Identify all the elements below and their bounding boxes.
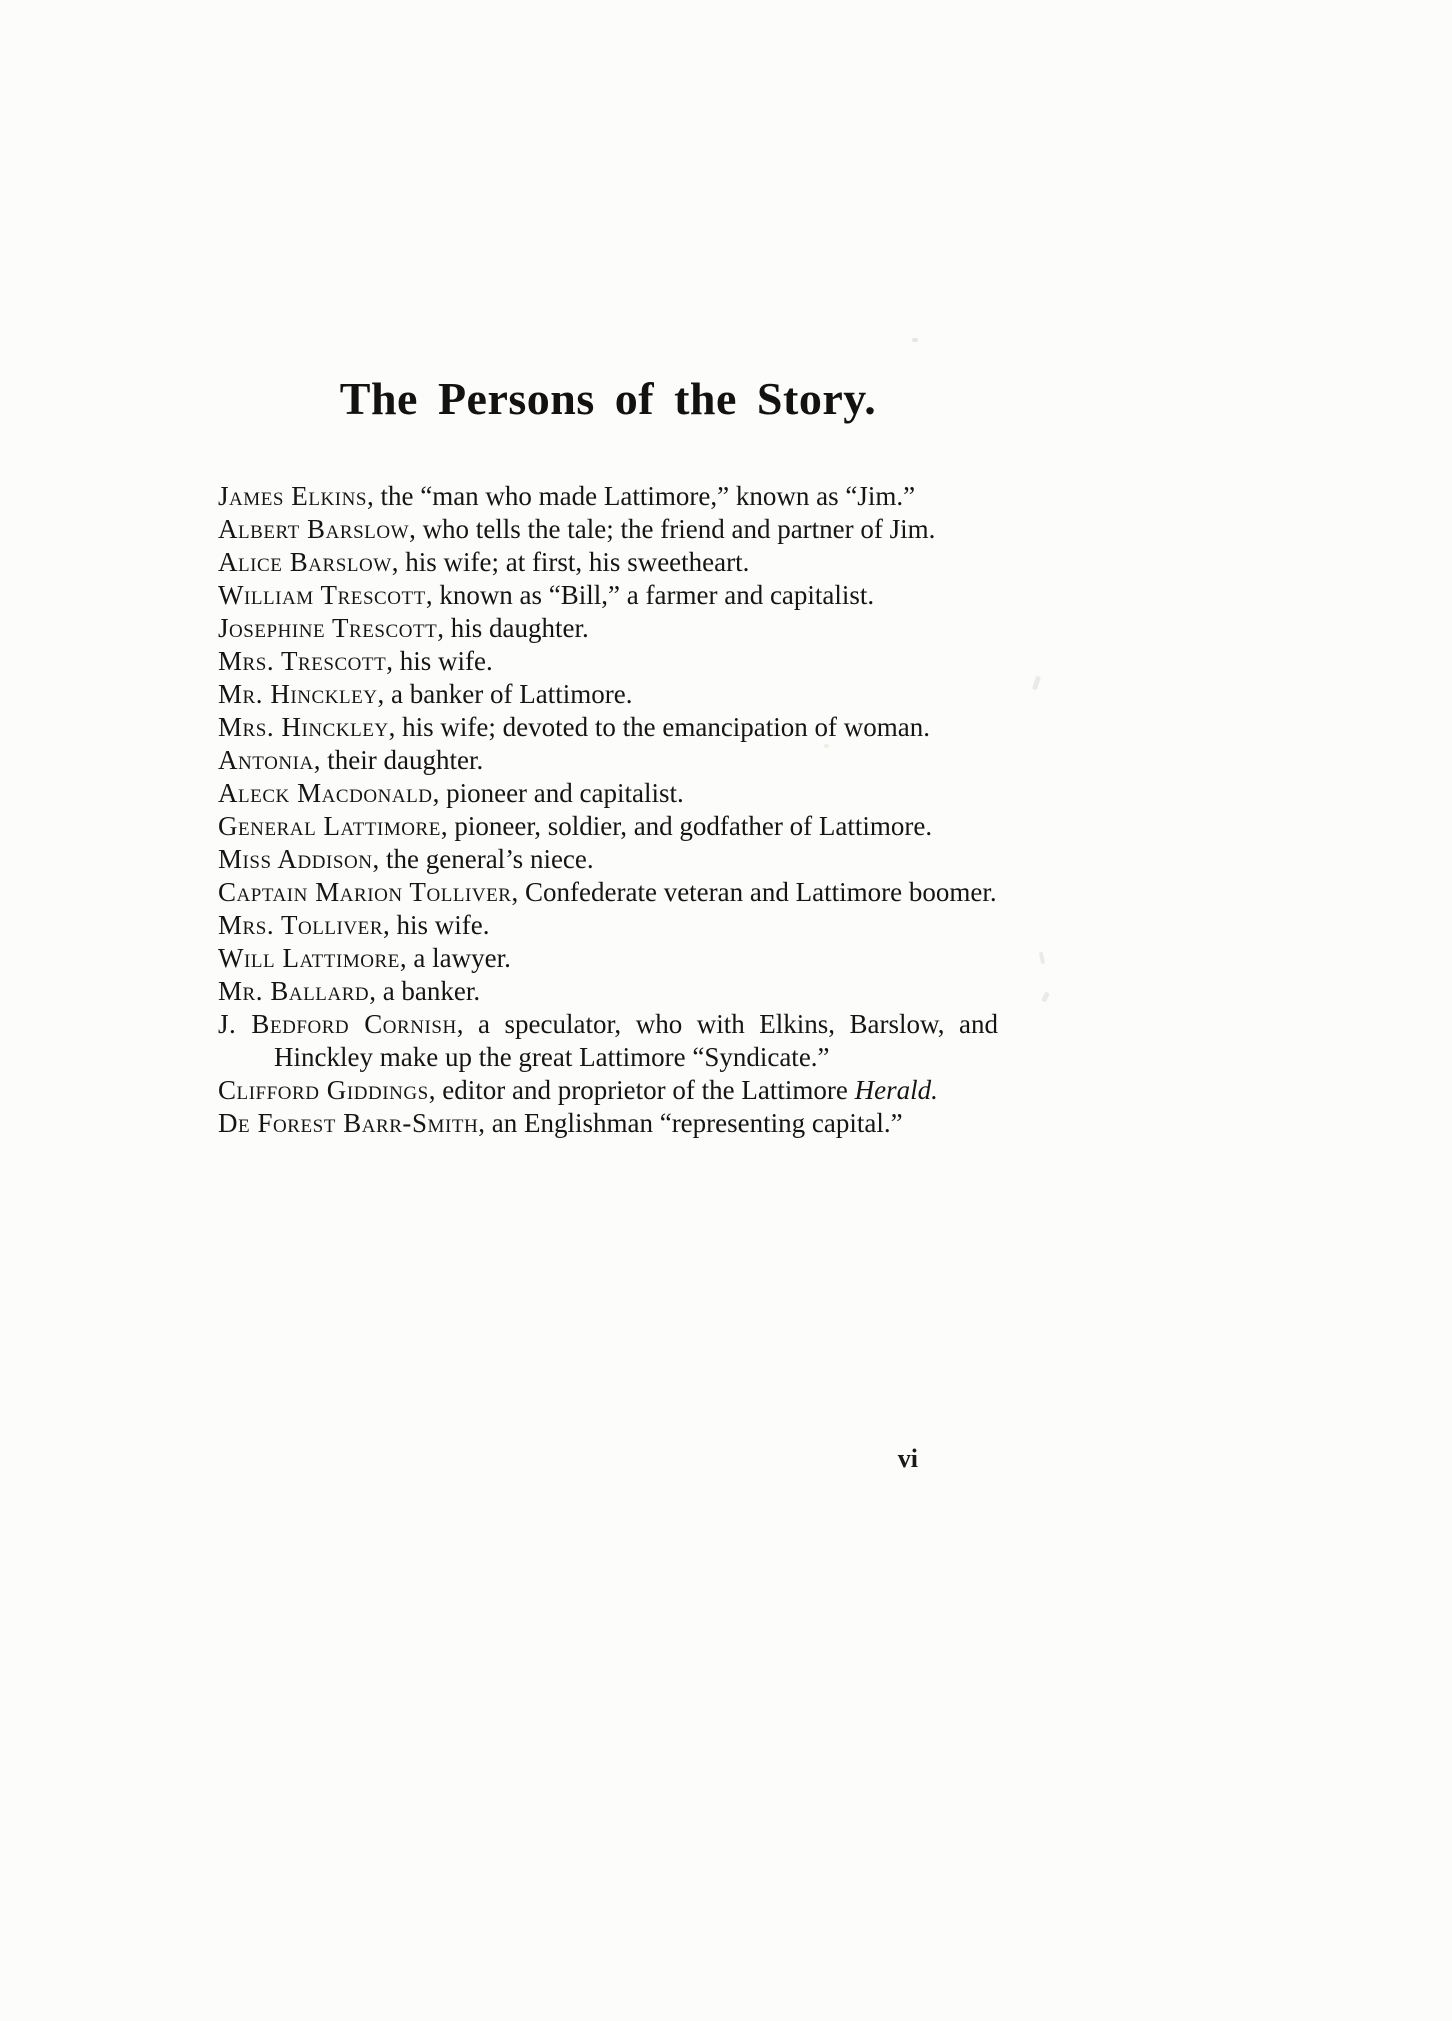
- character-entry: [218, 1008, 998, 1074]
- character-name: De Forest Barr-Smith: [218, 1108, 479, 1138]
- entry-text: , pioneer, soldier, and godfather of Lattimore.: [440, 811, 933, 841]
- entry-text: , his daughter.: [437, 613, 589, 643]
- entry-text: , a banker of Lattimore.: [377, 679, 633, 709]
- character-entry: [218, 942, 998, 975]
- entry-text: , Confederate veteran and Lattimore boomer.: [511, 877, 997, 907]
- entry-text: , known as “Bill,” a farmer and capitalist.: [425, 580, 875, 610]
- character-entry: [218, 711, 998, 744]
- character-name: Miss Addison: [218, 844, 373, 874]
- character-entry: [218, 810, 998, 843]
- character-name: Aleck Macdonald: [218, 778, 433, 808]
- entry-text: , their daughter.: [313, 745, 484, 775]
- character-name: Antonia: [218, 745, 314, 775]
- character-entry: [218, 480, 998, 513]
- work-title-italic: Herald.: [854, 1075, 938, 1105]
- character-entry: [218, 546, 998, 579]
- character-name: General Lattimore: [218, 811, 441, 841]
- character-name: Mrs. Trescott: [218, 646, 387, 676]
- character-entry: [218, 1074, 998, 1107]
- page-number: vi: [897, 1444, 918, 1473]
- character-name: Mr. Hinckley: [218, 679, 378, 709]
- entry-text: , his wife.: [386, 646, 493, 676]
- character-entry: [218, 876, 998, 909]
- entry-text: , who tells the tale; the friend and partner of Jim.: [409, 514, 936, 544]
- character-name: Mr. Ballard: [218, 976, 370, 1006]
- character-name: Captain Marion Tolliver: [218, 877, 512, 907]
- page-title: The Persons of the Story.: [339, 373, 877, 424]
- entry-text: , his wife; devoted to the emancipation of woman.: [388, 712, 931, 742]
- character-entry: [218, 909, 998, 942]
- character-entry: [218, 579, 998, 612]
- character-list: [218, 480, 998, 1140]
- character-name: Clifford Giddings: [218, 1075, 429, 1105]
- scan-artifact: [912, 338, 918, 342]
- character-name: Mrs. Tolliver: [218, 910, 384, 940]
- character-name: Will Lattimore: [218, 943, 400, 973]
- scan-artifact: [824, 744, 829, 748]
- entry-text: , a banker.: [369, 976, 481, 1006]
- scan-artifact: [1032, 676, 1041, 691]
- character-entry: [218, 645, 998, 678]
- character-name: Josephine Trescott: [218, 613, 438, 643]
- character-entry: [218, 678, 998, 711]
- character-name: Alice Barslow: [218, 547, 392, 577]
- character-name: Mrs. Hinckley: [218, 712, 389, 742]
- scan-artifact: [1041, 991, 1050, 1002]
- character-name: J. Bedford Cornish: [218, 1009, 457, 1039]
- entry-text: , editor and proprietor of the Lattimore: [428, 1075, 855, 1105]
- entry-text: , a speculator, who with Elkins, Barslow, and Hinckley make up the great Lattimore “Syndicate.”: [274, 1009, 998, 1072]
- entry-text: , his wife.: [383, 910, 490, 940]
- character-entry: [218, 843, 998, 876]
- entry-text: , the “man who made Lattimore,” known as “Jim.”: [366, 481, 916, 511]
- character-entry: [218, 744, 998, 777]
- entry-text: , his wife; at first, his sweetheart.: [391, 547, 750, 577]
- scan-artifact: [1039, 952, 1045, 965]
- entry-text: , a lawyer.: [399, 943, 511, 973]
- entry-text: , pioneer and capitalist.: [432, 778, 684, 808]
- character-entry: [218, 975, 998, 1008]
- entry-text: , the general’s niece.: [372, 844, 594, 874]
- character-entry: [218, 612, 998, 645]
- entry-text: , an Englishman “representing capital.”: [478, 1108, 903, 1138]
- character-entry: [218, 1107, 998, 1140]
- character-name: William Trescott: [218, 580, 426, 610]
- character-entry: [218, 513, 998, 546]
- character-name: Albert Barslow: [218, 514, 410, 544]
- character-entry: [218, 777, 998, 810]
- character-name: James Elkins: [218, 481, 367, 511]
